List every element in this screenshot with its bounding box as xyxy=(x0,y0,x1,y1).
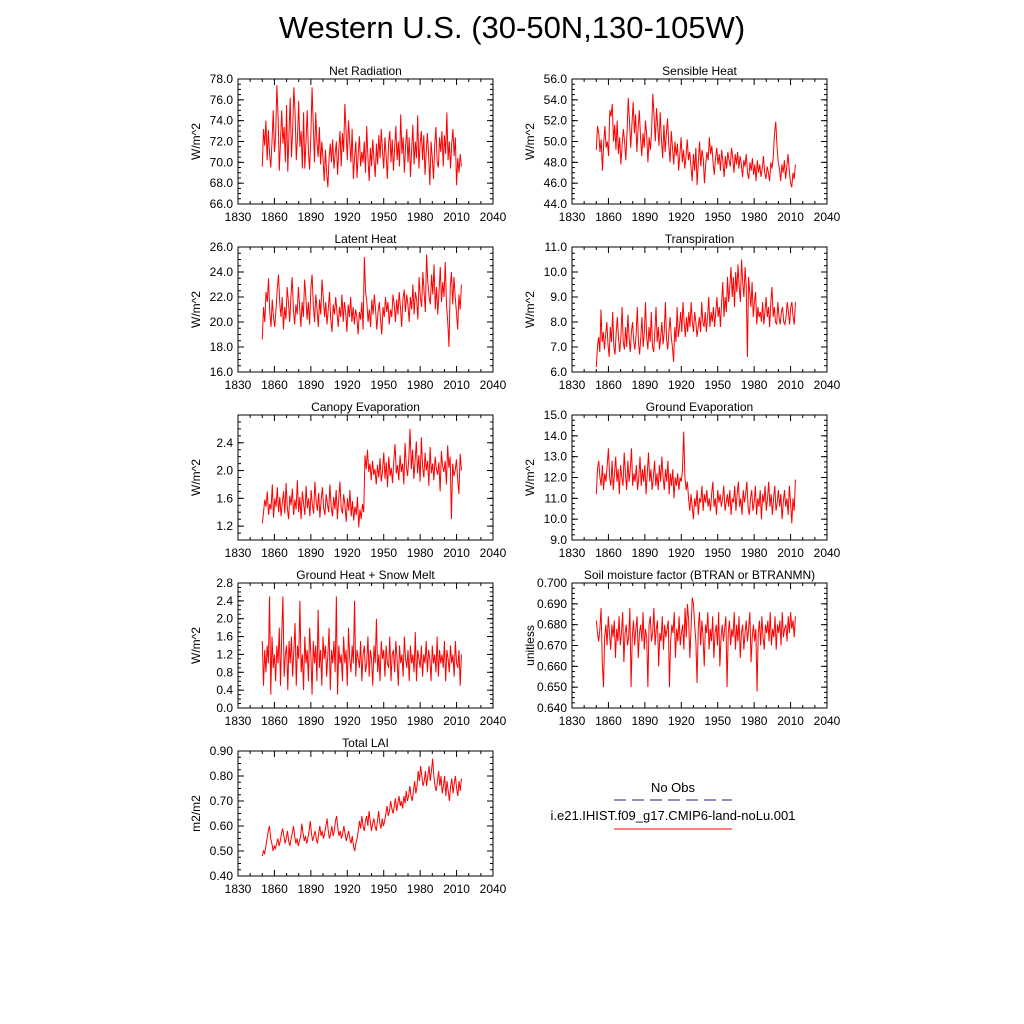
x-tick-label: 1980 xyxy=(406,714,434,728)
panel-ground-evaporation xyxy=(523,400,841,560)
y-tick-label: 1.6 xyxy=(216,491,233,506)
x-tick-label: 1950 xyxy=(370,378,398,392)
y-tick-label: 8.0 xyxy=(550,315,567,329)
panel-title: Sensible Heat xyxy=(662,64,737,78)
panel-title: Ground Heat + Snow Melt xyxy=(296,568,435,582)
x-tick-label: 2040 xyxy=(479,378,507,392)
x-tick-label: 2040 xyxy=(479,714,507,728)
x-tick-label: 1830 xyxy=(224,714,252,728)
x-tick-label: 2010 xyxy=(777,210,804,224)
y-tick-label: 48.0 xyxy=(543,155,567,170)
x-tick-label: 1890 xyxy=(297,714,325,728)
x-tick-label: 2040 xyxy=(813,378,841,392)
y-tick-label: 2.0 xyxy=(216,463,233,478)
y-tick-label: 0.700 xyxy=(536,576,567,590)
y-tick-label: 2.4 xyxy=(216,593,233,608)
y-axis-label: W/m^2 xyxy=(523,123,537,160)
x-tick-label: 1890 xyxy=(631,210,659,224)
y-tick-label: 54.0 xyxy=(543,92,567,107)
y-tick-label: 24.0 xyxy=(209,265,233,279)
y-tick-label: 0.650 xyxy=(536,680,567,695)
x-tick-label: 1980 xyxy=(740,714,768,728)
x-tick-label: 2010 xyxy=(443,378,470,392)
series-line-soil-moisture-factor-btran-or-btranmn xyxy=(596,598,795,692)
y-tick-label: 0.80 xyxy=(209,769,233,783)
x-tick-label: 1920 xyxy=(667,546,695,560)
panel-transpiration xyxy=(523,232,841,392)
x-tick-label: 1830 xyxy=(224,882,252,896)
panel-total-lai xyxy=(189,736,507,896)
y-axis-label: W/m^2 xyxy=(189,627,203,664)
panel-title: Canopy Evaporation xyxy=(311,400,420,414)
y-tick-label: 0.0 xyxy=(216,701,233,715)
y-tick-label: 0.680 xyxy=(536,617,567,632)
y-tick-label: 1.6 xyxy=(216,629,233,644)
panel-soil-moisture-factor-btran-or-btranmn xyxy=(523,568,841,728)
y-tick-label: 76.0 xyxy=(209,92,233,107)
x-tick-label: 1860 xyxy=(261,210,288,224)
x-tick-label: 1830 xyxy=(558,210,586,224)
x-tick-label: 2010 xyxy=(777,378,804,392)
x-tick-label: 2040 xyxy=(479,882,507,896)
y-tick-label: 70.0 xyxy=(209,155,233,170)
x-tick-label: 1950 xyxy=(704,546,732,560)
x-tick-label: 1890 xyxy=(297,882,325,896)
x-tick-label: 1830 xyxy=(558,714,586,728)
y-tick-label: 0.70 xyxy=(209,794,233,808)
y-axis-label: W/m^2 xyxy=(189,291,203,328)
x-tick-label: 2010 xyxy=(443,882,470,896)
series-line-transpiration xyxy=(596,260,795,368)
y-axis-label: unitless xyxy=(523,625,537,666)
y-tick-label: 0.4 xyxy=(216,683,233,698)
x-tick-label: 1920 xyxy=(333,210,361,224)
panel-title: Total LAI xyxy=(342,736,389,750)
x-tick-label: 1830 xyxy=(224,546,252,560)
panel-title: Ground Evaporation xyxy=(645,400,754,414)
x-tick-label: 1890 xyxy=(297,546,325,560)
plot-frame xyxy=(572,415,827,540)
y-tick-label: 0.640 xyxy=(536,701,567,715)
x-tick-label: 1920 xyxy=(333,378,361,392)
x-tick-label: 2010 xyxy=(443,546,470,560)
series-line-ground-heat-snow-melt xyxy=(262,596,461,694)
x-tick-label: 1980 xyxy=(406,378,434,392)
panel-sensible-heat xyxy=(523,64,841,224)
y-tick-label: 2.8 xyxy=(216,576,233,590)
y-tick-label: 78.0 xyxy=(209,72,233,86)
x-tick-label: 1860 xyxy=(261,378,288,392)
y-tick-label: 66.0 xyxy=(209,197,233,211)
y-axis-label: W/m^2 xyxy=(523,459,537,496)
y-axis-label: W/m^2 xyxy=(189,459,203,496)
x-tick-label: 2010 xyxy=(777,714,804,728)
x-tick-label: 1980 xyxy=(406,210,434,224)
x-tick-label: 1920 xyxy=(333,882,361,896)
x-tick-label: 1860 xyxy=(261,714,288,728)
y-tick-label: 11.0 xyxy=(544,491,567,506)
panel-latent-heat xyxy=(189,232,507,392)
y-tick-label: 9.0 xyxy=(550,290,567,304)
x-tick-label: 1860 xyxy=(261,546,288,560)
panel-title: Soil moisture factor (BTRAN or BTRANMN) xyxy=(583,568,816,582)
x-tick-label: 1860 xyxy=(595,546,622,560)
x-tick-label: 1950 xyxy=(704,210,732,224)
y-tick-label: 6.0 xyxy=(550,365,567,379)
x-tick-label: 2040 xyxy=(479,546,507,560)
y-tick-label: 0.670 xyxy=(536,638,567,653)
y-tick-label: 52.0 xyxy=(543,113,567,128)
x-tick-label: 1920 xyxy=(333,546,361,560)
x-tick-label: 2010 xyxy=(777,546,804,560)
y-tick-label: 18.0 xyxy=(209,340,233,354)
x-tick-label: 1890 xyxy=(297,210,325,224)
legend-label-no-obs: No Obs xyxy=(650,780,696,795)
y-axis-label: W/m^2 xyxy=(523,291,537,328)
y-tick-label: 2.4 xyxy=(216,435,233,450)
x-tick-label: 1890 xyxy=(297,378,325,392)
plot-frame xyxy=(572,247,827,372)
x-tick-label: 2010 xyxy=(443,210,470,224)
y-tick-label: 0.690 xyxy=(536,596,567,611)
x-tick-label: 2040 xyxy=(479,210,507,224)
x-tick-label: 1890 xyxy=(631,378,659,392)
plot-frame xyxy=(238,415,493,540)
x-tick-label: 1920 xyxy=(667,714,695,728)
x-tick-label: 1950 xyxy=(370,882,398,896)
x-tick-label: 1830 xyxy=(224,210,252,224)
x-tick-label: 1890 xyxy=(631,546,659,560)
series-line-latent-heat xyxy=(262,255,461,348)
x-tick-label: 1950 xyxy=(704,714,732,728)
panel-ground-heat-snow-melt xyxy=(189,568,507,728)
x-tick-label: 1950 xyxy=(370,714,398,728)
y-tick-label: 14.0 xyxy=(543,428,567,443)
y-tick-label: 15.0 xyxy=(543,408,567,422)
x-tick-label: 1980 xyxy=(406,882,434,896)
y-tick-label: 16.0 xyxy=(209,365,233,379)
x-tick-label: 1860 xyxy=(595,714,622,728)
x-tick-label: 1980 xyxy=(740,210,768,224)
y-axis-label: m2/m2 xyxy=(189,795,203,832)
x-tick-label: 1920 xyxy=(667,378,695,392)
y-tick-label: 46.0 xyxy=(543,176,567,191)
y-tick-label: 68.0 xyxy=(209,176,233,191)
panel-canopy-evaporation xyxy=(189,400,507,560)
y-tick-label: 1.2 xyxy=(216,647,233,662)
page-title: Western U.S. (30-50N,130-105W) xyxy=(278,10,746,45)
y-tick-label: 1.2 xyxy=(216,519,233,534)
y-tick-label: 10.0 xyxy=(543,512,567,527)
series-line-canopy-evaporation xyxy=(262,429,461,528)
panel-title: Latent Heat xyxy=(334,232,397,246)
x-tick-label: 2040 xyxy=(813,546,841,560)
y-tick-label: 0.60 xyxy=(209,819,233,833)
y-tick-label: 0.90 xyxy=(209,744,233,758)
y-axis-label: W/m^2 xyxy=(189,123,203,160)
y-tick-label: 0.50 xyxy=(209,844,233,858)
x-tick-label: 1860 xyxy=(595,210,622,224)
series-line-total-lai xyxy=(262,759,461,857)
y-tick-label: 11.0 xyxy=(544,240,567,254)
x-tick-label: 2040 xyxy=(813,714,841,728)
panel-title: Transpiration xyxy=(664,232,735,246)
panel-net-radiation xyxy=(189,64,507,224)
series-line-sensible-heat xyxy=(596,94,795,188)
y-tick-label: 2.0 xyxy=(216,611,233,626)
legend-label-model-run: i.e21.IHIST.f09_g17.CMIP6-land-noLu.001 xyxy=(550,808,796,823)
panel-title: Net Radiation xyxy=(329,64,402,78)
x-tick-label: 1950 xyxy=(370,546,398,560)
x-tick-label: 1920 xyxy=(333,714,361,728)
y-tick-label: 12.0 xyxy=(543,470,567,485)
series-line-ground-evaporation xyxy=(596,432,795,524)
x-tick-label: 1860 xyxy=(261,882,288,896)
y-tick-label: 72.0 xyxy=(209,134,233,149)
x-tick-label: 2040 xyxy=(813,210,841,224)
y-tick-label: 20.0 xyxy=(209,315,233,329)
legend xyxy=(551,780,796,829)
y-tick-label: 56.0 xyxy=(543,72,567,86)
x-tick-label: 1890 xyxy=(631,714,659,728)
x-tick-label: 1980 xyxy=(406,546,434,560)
y-tick-label: 0.8 xyxy=(216,665,233,680)
x-tick-label: 1830 xyxy=(558,378,586,392)
x-tick-label: 1950 xyxy=(370,210,398,224)
y-tick-label: 13.0 xyxy=(543,449,567,464)
y-tick-label: 22.0 xyxy=(209,290,233,304)
y-tick-label: 0.660 xyxy=(536,659,567,674)
x-tick-label: 1980 xyxy=(740,378,768,392)
x-tick-label: 1830 xyxy=(558,546,586,560)
y-tick-label: 7.0 xyxy=(550,340,567,354)
series-line-net-radiation xyxy=(262,85,461,187)
plot-frame xyxy=(238,751,493,876)
y-tick-label: 26.0 xyxy=(209,240,233,254)
y-tick-label: 10.0 xyxy=(543,265,567,279)
y-tick-label: 50.0 xyxy=(543,134,567,149)
y-tick-label: 44.0 xyxy=(543,197,567,211)
y-tick-label: 0.40 xyxy=(209,869,233,883)
panels-group xyxy=(189,64,841,896)
x-tick-label: 1830 xyxy=(224,378,252,392)
y-tick-label: 9.0 xyxy=(550,533,567,547)
x-tick-label: 1950 xyxy=(704,378,732,392)
x-tick-label: 1860 xyxy=(595,378,622,392)
x-tick-label: 1980 xyxy=(740,546,768,560)
x-tick-label: 1920 xyxy=(667,210,695,224)
x-tick-label: 2010 xyxy=(443,714,470,728)
y-tick-label: 74.0 xyxy=(209,113,233,128)
